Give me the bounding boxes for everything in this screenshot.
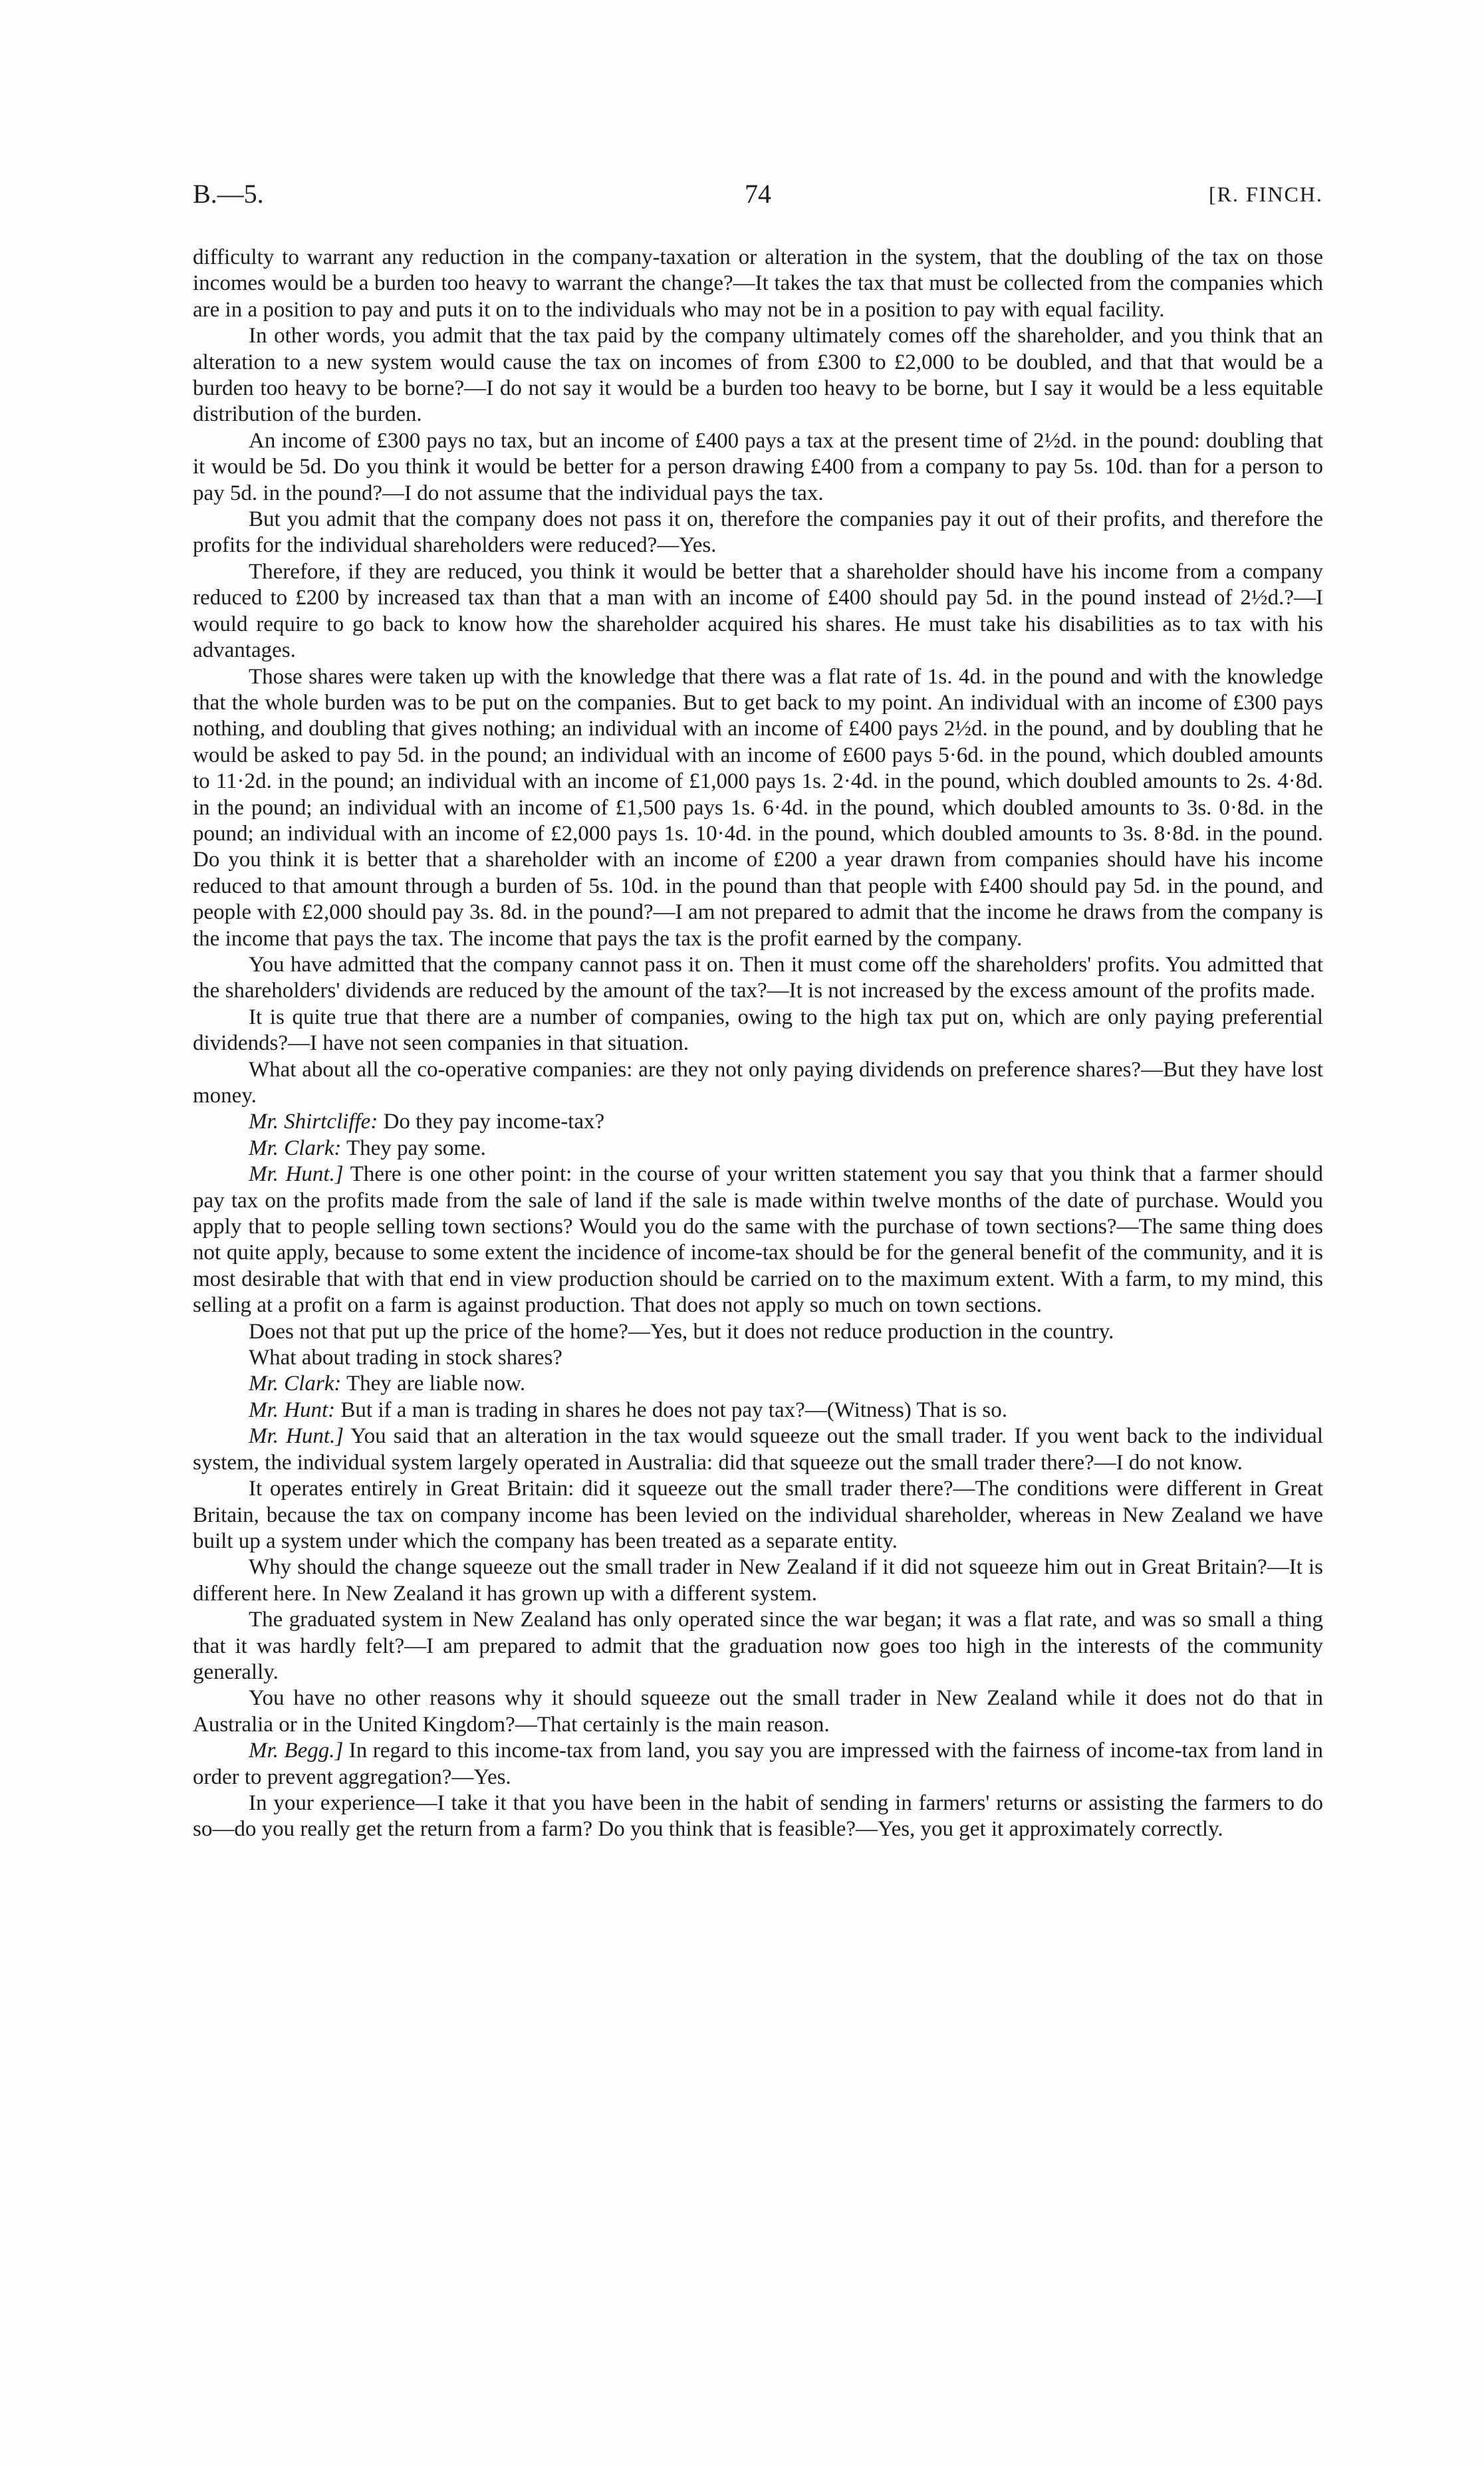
paragraph <box>193 245 1323 323</box>
speaker-label: Mr. Clark: <box>249 1136 342 1160</box>
paragraph <box>193 1738 1323 1790</box>
paragraph-text: Do they pay income-tax? <box>383 1110 605 1134</box>
paragraph <box>193 1136 1323 1162</box>
paragraph-text: It is quite true that there are a number of companies, owing to the high tax put on, which are only paying preferential dividends?—I have not seen companies in that situation. <box>193 1005 1323 1056</box>
paragraph-text: In your experience—I take it that you have been in the habit of sending in farmers' returns or assisting the farmers to do so—do you really get the return from a farm? Do you think that is feasible?—Yes, you get it approximately correctly. <box>193 1790 1323 1842</box>
paragraph-text: But you admit that the company does not pass it on, therefore the companies pay it out of their profits, and therefore the profits for the individual shareholders were reduced?—Yes. <box>193 507 1323 558</box>
paragraph <box>193 952 1323 1005</box>
paragraph <box>193 1162 1323 1318</box>
paragraph <box>193 1319 1323 1345</box>
paragraph <box>193 507 1323 559</box>
paragraph <box>193 1685 1323 1738</box>
report-code: B.—5. <box>193 179 264 209</box>
speaker-label: Mr. Hunt.] <box>249 1162 344 1187</box>
paragraph-text: There is one other point: in the course of your written statement you say that you think that a farmer should pay tax on the profits made from the sale of land if the sale is made within twelve months of the date of purchase. Would you apply that to people selling town sections? Would you do the same with the purchase of town sections?—The same thing does not quite apply, because to some extent the incidence of income-tax should be for the general benefit of the community, and it is most desirable that with that end in view production should be carried on to the maximum extent. With a farm, to my mind, this selling at a profit on a farm is against production. That does not apply so much on town sections. <box>193 1162 1323 1318</box>
paragraph-text: You said that an alteration in the tax would squeeze out the small trader. If you went back to the individual system, the individual system largely operated in Australia: did that squeeze out the small trader there?—I do not know. <box>193 1424 1323 1475</box>
page-header <box>193 178 1323 218</box>
paragraph-text: It operates entirely in Great Britain: did it squeeze out the small trader there?—The conditions were different in Great Britain, because the tax on company income has been levied on the individual shareholder, whereas in New Zealand we have built up a system under which the company has been treated as a separate entity. <box>193 1477 1323 1553</box>
paragraph-text: What about trading in stock shares? <box>249 1346 562 1370</box>
page-number: 74 <box>745 179 771 209</box>
paragraph-text: But if a man is trading in shares he does not pay tax?—(Witness) That is so. <box>340 1398 1007 1422</box>
witness-name: [R. FINCH. <box>1208 182 1323 206</box>
paragraph-text: difficulty to warrant any reduction in the company-taxation or alteration in the system, that the doubling of the tax on those incomes would be a burden too heavy to warrant the change?—It takes the tax that must be collected from the companies which are in a position to pay and puts it on to the individuals who may not be in a position to pay with equal facility. <box>193 245 1323 322</box>
paragraph-text: You have no other reasons why it should squeeze out the small trader in New Zealand while it does not do that in Australia or in the United Kingdom?—That certainly is the main reason. <box>193 1686 1323 1737</box>
paragraph <box>193 1554 1323 1607</box>
paragraph-text: They are liable now. <box>346 1372 526 1396</box>
paragraph-text: The graduated system in New Zealand has only operated since the war began; it was a flat rate, and was so small a thing that it was hardly felt?—I am prepared to admit that the graduation now goes too high in the interests of the community generally. <box>193 1608 1323 1684</box>
paragraph <box>193 664 1323 952</box>
body-text <box>193 245 1323 1843</box>
speaker-label: Mr. Hunt.] <box>249 1424 344 1449</box>
paragraph-text: An income of £300 pays no tax, but an income of £400 pays a tax at the present time of 2½d. in the pound: doubling that it would be 5d. Do you think it would be better for a person drawing £400 from a company to pay 5s. 10d. than for a person to pay 5d. in the pound?—I do not assume that the individual pays the tax. <box>193 428 1323 505</box>
speaker-label: Mr. Hunt: <box>249 1398 336 1422</box>
paragraph-text: In other words, you admit that the tax paid by the company ultimately comes off the shareholder, and you think that an alteration to a new system would cause the tax on incomes of from £300 to £2,000 to be doubled, and that that would be a burden too heavy to be borne?—I do not say it would be a burden too heavy to be borne, but I say it would be a less equitable distribution of the burden. <box>193 324 1323 427</box>
paragraph <box>193 1398 1323 1423</box>
paragraph-text: Those shares were taken up with the knowledge that there was a flat rate of 1s. 4d. in the pound and with the knowledge that the whole burden was to be put on the companies. But to get back to my point. An individual with an income of £300 pays nothing, and doubling that gives nothing; an individual with an income of £400 pays 2½d. in the pound, and by doubling that he would be asked to pay 5d. in the pound; an individual with an income of £600 pays 5·6d. in the pound, which doubled amounts to 11·2d. in the pound; an individual with an income of £1,000 pays 1s. 2·4d. in the pound, which doubled amounts to 2s. 4·8d. in the pound; an individual with an income of £1,500 pays 1s. 6·4d. in the pound, which doubled amounts to 3s. 0·8d. in the pound; an individual with an income of £2,000 pays 1s. 10·4d. in the pound, which doubled amounts to 3s. 8·8d. in the pound. Do you think it is better that a shareholder with an income of £200 a year drawn from companies should have his income reduced to that amount through a burden of 5s. 10d. in the pound than that people with £400 should pay 5d. in the pound, and people with £2,000 should pay 3s. 8d. in the pound?—I am not prepared to admit that the income he draws from the company is the income that pays the tax. The income that pays the tax is the profit earned by the company. <box>193 664 1323 951</box>
paragraph-text: Therefore, if they are reduced, you think it would be better that a shareholder should have his income from a company reduced to £200 by increased tax than that a man with an income of £400 should pay 5d. in the pound instead of 2½d.?—I would require to go back to know how the shareholder acquired his shares. He must take his disabilities as to tax with his advantages. <box>193 559 1323 663</box>
paragraph <box>193 559 1323 664</box>
paragraph <box>193 1476 1323 1554</box>
paragraph <box>193 1057 1323 1110</box>
paragraph-text: Does not that put up the price of the home?—Yes, but it does not reduce production in the country. <box>249 1319 1114 1344</box>
paragraph <box>193 428 1323 507</box>
paragraph-text: What about all the co-operative companies: are they not only paying dividends on preference shares?—But they have lost money. <box>193 1057 1323 1108</box>
speaker-label: Mr. Clark: <box>249 1372 342 1396</box>
paragraph <box>193 1345 1323 1371</box>
paragraph-text: Why should the change squeeze out the small trader in New Zealand if it did not squeeze him out in Great Britain?—It is different here. In New Zealand it has grown up with a different system. <box>193 1555 1323 1606</box>
paragraph <box>193 323 1323 428</box>
paragraph <box>193 1371 1323 1397</box>
paragraph <box>193 1005 1323 1057</box>
paragraph <box>193 1109 1323 1135</box>
paragraph-text: You have admitted that the company cannot pass it on. Then it must come off the shareholders' profits. You admitted that the shareholders' dividends are reduced by the amount of the tax?—It is not increased by the excess amount of the profits made. <box>193 952 1323 1003</box>
paragraph-text: In regard to this income-tax from land, you say you are impressed with the fairness of income-tax from land in order to prevent aggregation?—Yes. <box>193 1739 1323 1789</box>
paragraph <box>193 1607 1323 1685</box>
speaker-label: Mr. Begg.] <box>249 1739 344 1763</box>
paragraph-text: They pay some. <box>346 1136 486 1160</box>
speaker-label: Mr. Shirtcliffe: <box>249 1110 378 1134</box>
paragraph <box>193 1790 1323 1843</box>
paragraph <box>193 1423 1323 1476</box>
